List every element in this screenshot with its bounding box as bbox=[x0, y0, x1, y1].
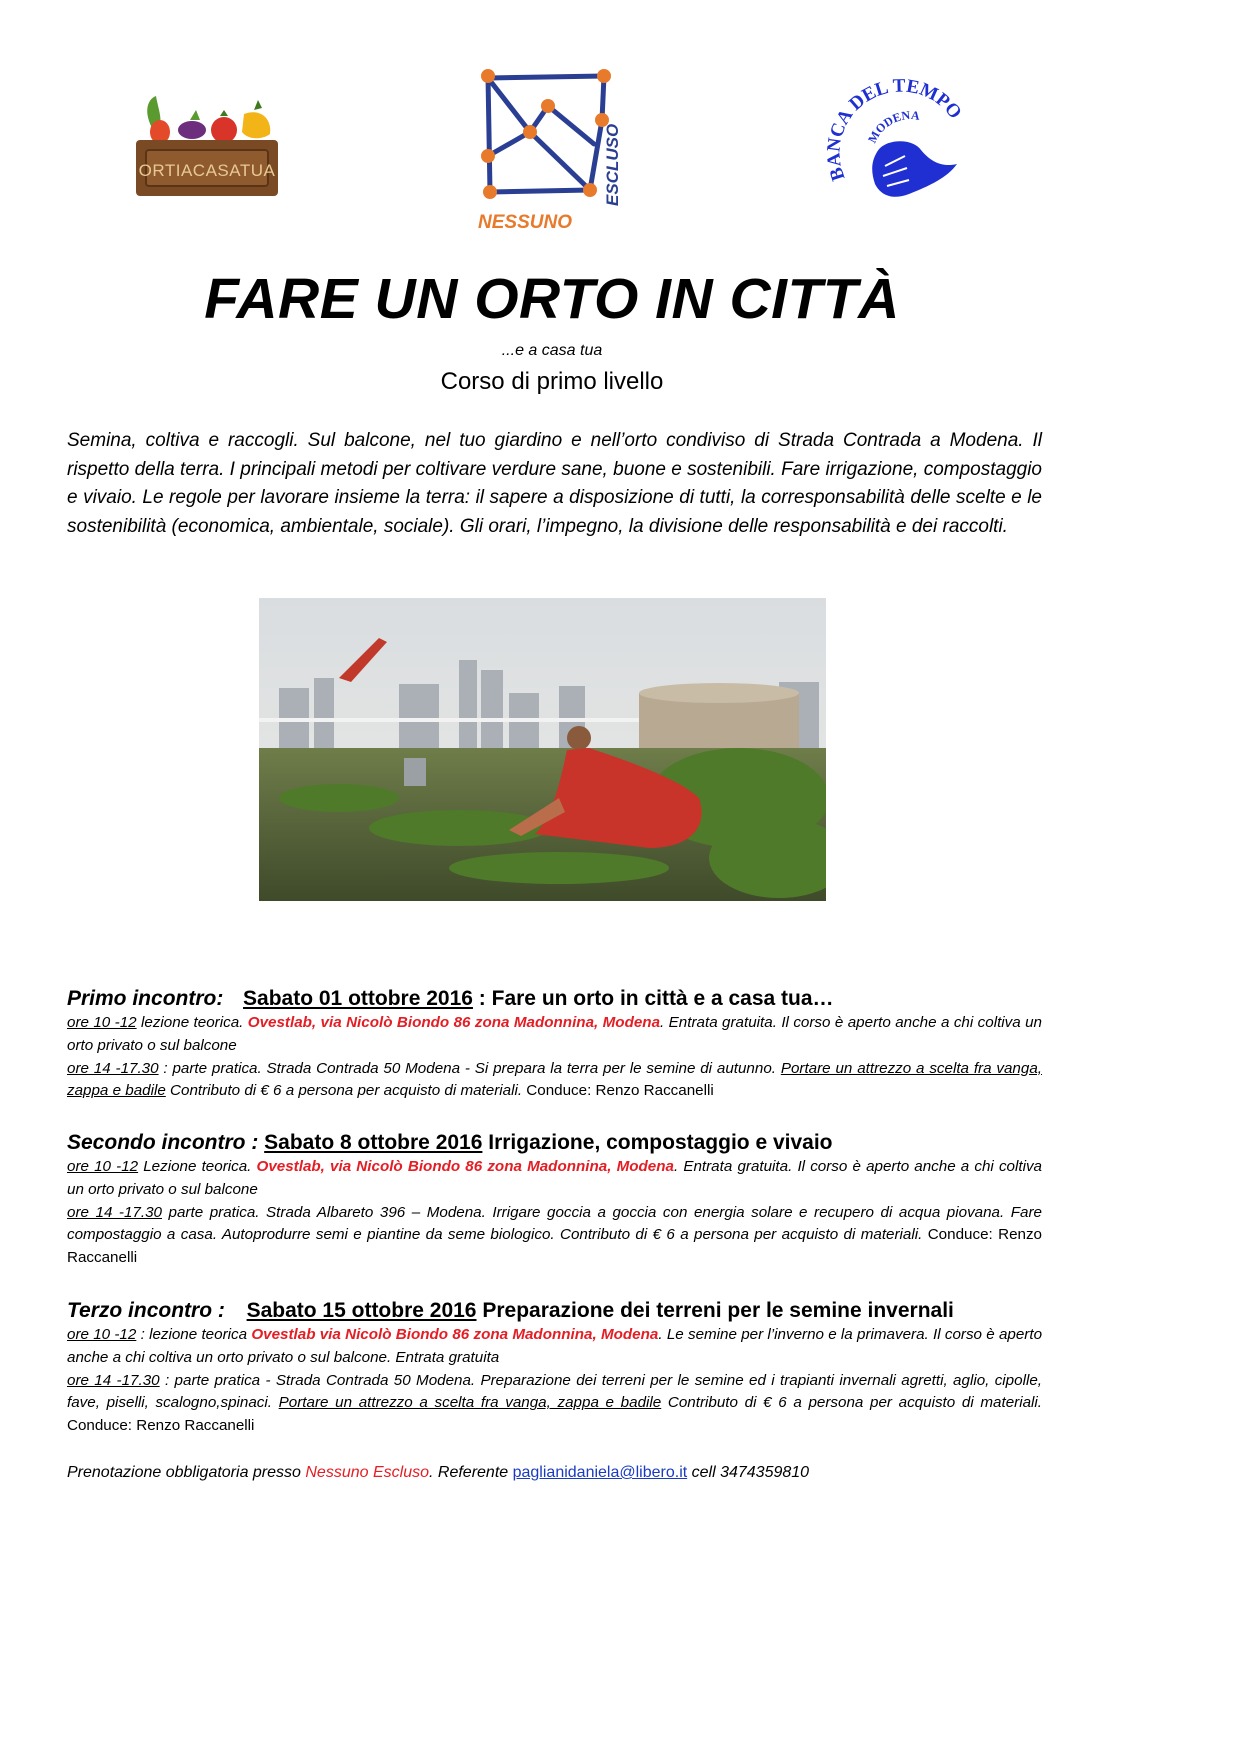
session-2-conductor: Conduce: Renzo Raccanelli bbox=[67, 1226, 1043, 1267]
session-3-theory-time: ore 10 -12 bbox=[67, 1326, 137, 1343]
session-2-theory-location: Ovestlab, via Nicolò Biondo 86 zona Madonnina, Modena bbox=[256, 1158, 674, 1175]
session-2-theory-time: ore 10 -12 bbox=[67, 1158, 139, 1175]
session-1-heading: Primo incontro: Sabato 01 ottobre 2016 : Fare un orto in città e a casa tua… bbox=[67, 987, 834, 1010]
session-3-theory-location: Ovestlab via Nicolò Biondo 86 zona Madonnina, Modena bbox=[251, 1326, 659, 1343]
session-1-topic: Fare un orto in città e a casa tua… bbox=[491, 987, 834, 1010]
session-2-details: ore 10 -12 Lezione teorica. Ovestlab, via Nicolò Biondo 86 zona Madonnina, Modena. Entrata gratuita. Il corso è aperto anche a chi coltiva un orto privato o sul balcone ore 14 -17.30 parte pratica. Strada Albareto 396 – Modena. Irrigare goccia a goccia con energia solare e recupero di acqua piovana. Fare compostaggio a casa. Autoprodurre semi e piantine da seme biologico. Contributo di € 6 a persona per acquisto di materiali. Conduce: Renzo Raccanelli bbox=[67, 1158, 1043, 1267]
svg-text:ESCLUSO: ESCLUSO bbox=[603, 123, 622, 206]
svg-text:BANCA DEL TEMPO: BANCA DEL TEMPO bbox=[825, 75, 966, 184]
session-2-date: Sabato 8 ottobre 2016 bbox=[264, 1131, 483, 1154]
course-level: Corso di primo livello bbox=[440, 368, 664, 395]
nessuno-escluso-logo bbox=[470, 66, 640, 236]
svg-text:MODENA: MODENA bbox=[864, 107, 921, 146]
session-3-label: Terzo incontro : bbox=[67, 1299, 225, 1322]
ortiacasatua-logo-text: ORTIACASATUA bbox=[138, 161, 276, 180]
session-1-label: Primo incontro: bbox=[67, 987, 224, 1010]
session-2-label: Secondo incontro : bbox=[67, 1131, 265, 1154]
booking-footer: Prenotazione obbligatoria presso Nessuno Escluso. Referente paglianidaniela@libero.it cell 3474359810 bbox=[67, 1464, 810, 1481]
session-3 bbox=[67, 1298, 1042, 1438]
session-1 bbox=[67, 986, 1042, 1103]
session-3-details: ore 10 -12 : lezione teorica Ovestlab via Nicolò Biondo 86 zona Madonnina, Modena. Le semine per l’inverno e la primavera. Il corso è aperto anche a chi coltiva un orto privato o sul balcone. Entrata gratuita ore 14 -17.30 : parte pratica - Strada Contrada 50 Modena. Preparazione dei terreni per le semine ed i trapianti invernali agretti, aglio, cipolle, fave, piselli, scalogno,spinaci. Portare un attrezzo a scelta fra vanga, zappa e badile Contributo di € 6 a persona per acquisto di materiali. Conduce: Renzo Raccanelli bbox=[67, 1326, 1043, 1435]
session-1-conductor: Conduce: Renzo Raccanelli bbox=[526, 1082, 714, 1100]
session-1-details: ore 10 -12 lezione teorica. Ovestlab, via Nicolò Biondo 86 zona Madonnina, Modena. Entrata gratuita. Il corso è aperto anche a chi coltiva un orto privato o sul balcone ore 14 -17.30 : parte pratica. Strada Contrada 50 Modena - Si prepara la terra per le semine di autunno. Portare un attrezzo a scelta fra vanga, zappa e badile Contributo di € 6 a persona per acquisto di materiali. Conduce: Renzo Raccanelli bbox=[67, 1014, 1043, 1100]
contact-phone: cell 3474359810 bbox=[687, 1464, 810, 1481]
contact-email-link[interactable]: paglianidaniela@libero.it bbox=[512, 1464, 688, 1481]
page-title: FARE UN ORTO IN CITTÀ bbox=[204, 267, 900, 331]
session-1-theory-time: ore 10 -12 bbox=[67, 1014, 137, 1031]
session-1-theory-location: Ovestlab, via Nicolò Biondo 86 zona Madonnina, Modena bbox=[247, 1014, 661, 1031]
ortiacasatua-logo bbox=[132, 88, 282, 200]
organizer-name: Nessuno Escluso bbox=[305, 1464, 429, 1481]
banca-del-tempo-logo bbox=[825, 68, 975, 218]
session-3-conductor: Conduce: Renzo Raccanelli bbox=[67, 1417, 255, 1435]
session-3-practice-time: ore 14 -17.30 bbox=[67, 1371, 160, 1389]
session-3-date: Sabato 15 ottobre 2016 bbox=[246, 1299, 477, 1322]
session-2-heading bbox=[67, 1130, 1042, 1156]
session-3-topic: Preparazione dei terreni per le semine invernali bbox=[482, 1299, 954, 1322]
session-2 bbox=[67, 1130, 1042, 1270]
session-1-practice-time: ore 14 -17.30 bbox=[67, 1059, 159, 1077]
intro-paragraph: Semina, coltiva e raccogli. Sul balcone, nel tuo giardino e nell’orto condiviso di Strada Contrada a Modena. Il rispetto della terra. I principali metodi per coltivare verdure sane, buone e sostenibili. Fare irrigazione, compostaggio e vivaio. Le regole per lavorare insieme la terra: il sapere a disposizione di tutti, la corresponsabilità delle scelte e le sostenibilità (economica, ambientale, sociale). Gli orari, l’impegno, la divisione delle responsabilità e dei raccolti. bbox=[67, 430, 1042, 537]
session-3-heading bbox=[67, 1298, 1042, 1324]
subtitle: ...e a casa tua bbox=[501, 342, 603, 359]
svg-text:NESSUNO: NESSUNO bbox=[478, 212, 572, 233]
session-2-practice-time: ore 14 -17.30 bbox=[67, 1203, 162, 1221]
session-2-topic: Irrigazione, compostaggio e vivaio bbox=[488, 1131, 833, 1154]
rooftop-garden-photo bbox=[259, 598, 826, 901]
session-1-date: Sabato 01 ottobre 2016 bbox=[243, 987, 473, 1010]
